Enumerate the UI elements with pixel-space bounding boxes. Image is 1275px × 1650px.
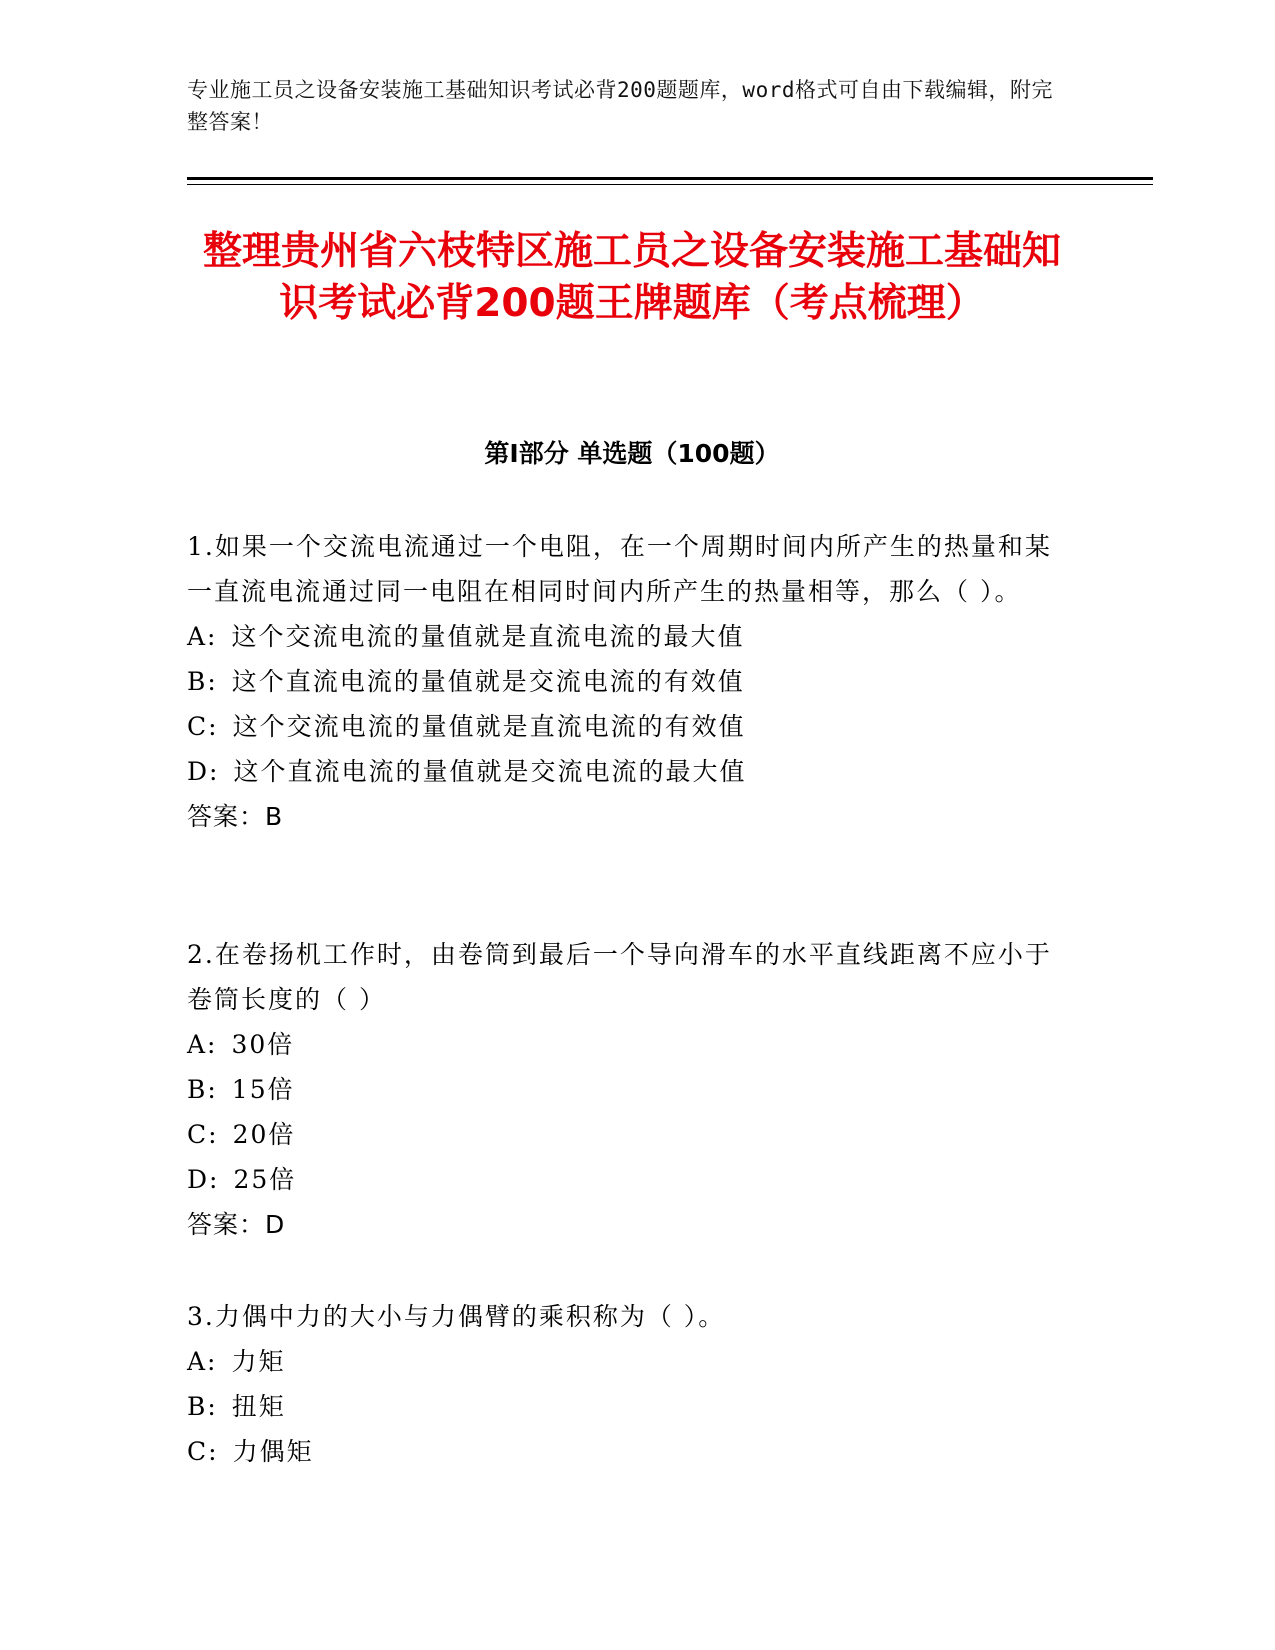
option-a — [187, 614, 1067, 659]
option-c — [187, 1112, 1067, 1157]
answer-line: 答案：B — [187, 802, 284, 831]
option-key: B: — [187, 1075, 218, 1104]
question-stem: 1.如果一个交流电流通过一个电阻，在一个周期时间内所产生的热量和某一直流电流通过同一电阻在相同时间内所产生的热量相等，那么（ ）。 — [187, 532, 1052, 606]
option-text: 这个交流电流的量值就是直流电流的有效值 — [232, 712, 746, 741]
option-d — [187, 1157, 1067, 1202]
option-text: 扭矩 — [231, 1392, 286, 1421]
option-a — [187, 1022, 1067, 1067]
section-title: 第Ⅰ部分 单选题（100题） — [484, 439, 780, 468]
option-key: A: — [187, 1347, 218, 1376]
header-divider-thick — [187, 177, 1153, 180]
option-d — [187, 749, 1067, 794]
option-a — [187, 1339, 1067, 1384]
option-text: 25倍 — [233, 1165, 297, 1194]
option-key: C: — [187, 1120, 219, 1149]
question-stem: 2.在卷扬机工作时，由卷筒到最后一个导向滑车的水平直线距离不应小于卷筒长度的（ ） — [187, 940, 1052, 1014]
header-note: 专业施工员之设备安装施工基础知识考试必背200题题库，word格式可自由下载编辑，附完整答案！ — [187, 78, 1053, 134]
question-3 — [187, 1294, 1067, 1474]
option-text: 这个交流电流的量值就是直流电流的最大值 — [231, 622, 745, 651]
option-key: D: — [187, 1165, 220, 1194]
question-2 — [187, 932, 1067, 1247]
option-text: 15倍 — [231, 1075, 295, 1104]
option-text: 力偶矩 — [232, 1437, 314, 1466]
option-key: D: — [187, 757, 220, 786]
option-text: 力矩 — [231, 1347, 286, 1376]
option-key: B: — [187, 667, 218, 696]
option-b — [187, 659, 1067, 704]
option-text: 这个直流电流的量值就是交流电流的最大值 — [233, 757, 747, 786]
option-text: 这个直流电流的量值就是交流电流的有效值 — [231, 667, 745, 696]
answer-line: 答案：D — [187, 1210, 286, 1239]
option-c — [187, 704, 1067, 749]
option-key: B: — [187, 1392, 218, 1421]
header-divider-thin — [187, 184, 1153, 185]
option-text: 20倍 — [232, 1120, 296, 1149]
option-key: A: — [187, 622, 218, 651]
option-b — [187, 1067, 1067, 1112]
option-key: C: — [187, 1437, 219, 1466]
option-key: A: — [187, 1030, 218, 1059]
document-title: 整理贵州省六枝特区施工员之设备安装施工基础知识考试必背200题王牌题库（考点梳理） — [202, 229, 1061, 326]
option-b — [187, 1384, 1067, 1429]
option-text: 30倍 — [231, 1030, 295, 1059]
option-c — [187, 1429, 1067, 1474]
question-1 — [187, 524, 1067, 839]
question-stem: 3.力偶中力的大小与力偶臂的乘积称为（ ）。 — [187, 1302, 726, 1331]
option-key: C: — [187, 712, 219, 741]
